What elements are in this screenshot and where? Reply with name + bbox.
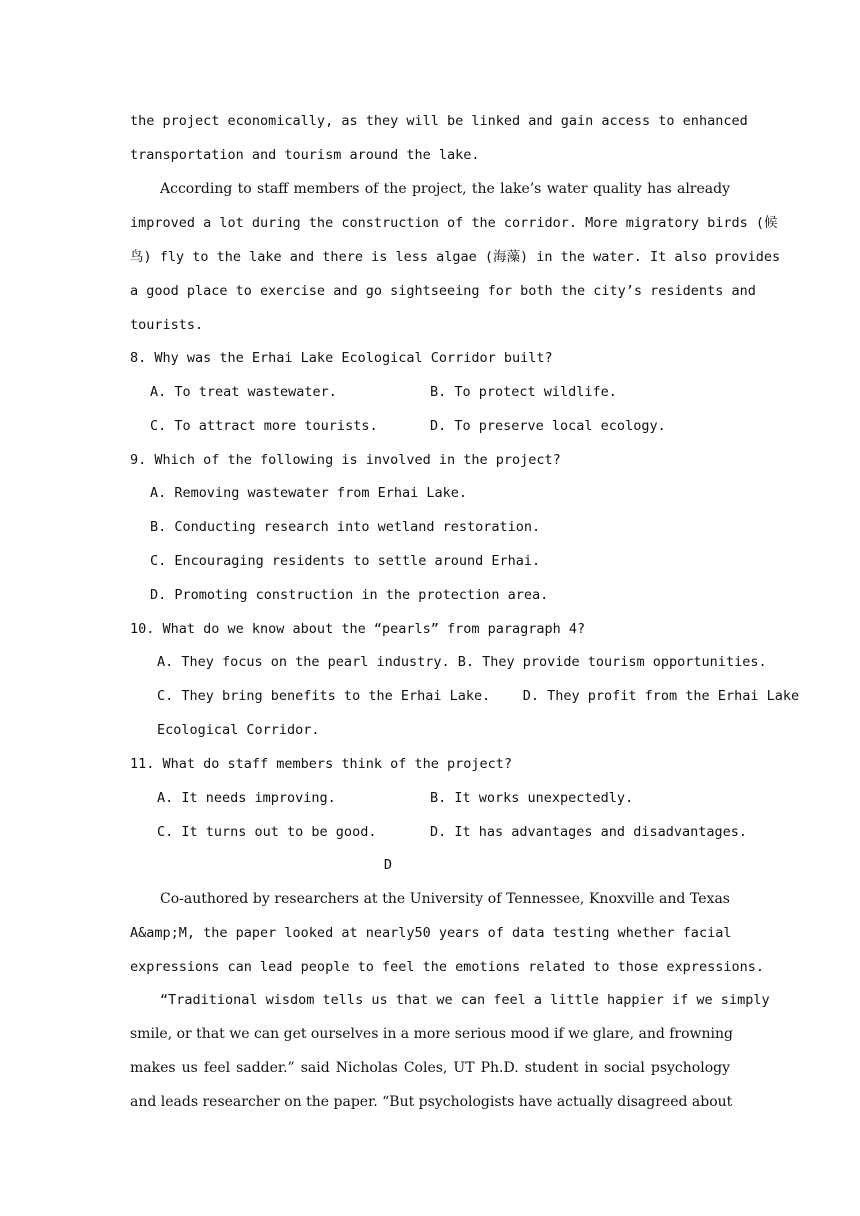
paragraph-line: transportation and tourism around the lake.	[130, 147, 480, 163]
question-9-option-a: A. Removing wastewater from Erhai Lake.	[150, 485, 467, 501]
paragraph-line: Co-authored by researchers at the University of Tennessee, Knoxville and Texas	[160, 891, 730, 907]
question-11-option-a: A. It needs improving.	[157, 790, 336, 806]
question-10-options-ab: A. They focus on the pearl industry. B. They provide tourism opportunities.	[157, 654, 767, 670]
question-9-option-d: D. Promoting construction in the protection area.	[150, 587, 549, 603]
paragraph-line: According to staff members of the project, the lake’s water quality has already	[160, 181, 730, 197]
paragraph-line: A&amp;M, the paper looked at nearly50 years of data testing whether facial	[130, 925, 732, 941]
question-9-option-c: C. Encouraging residents to settle around Erhai.	[150, 553, 541, 569]
paragraph-line: expressions can lead people to feel the emotions related to those expressions.	[130, 959, 764, 975]
paragraph-line: improved a lot during the construction of the corridor. More migratory birds (候	[130, 215, 778, 231]
question-8-option-c: C. To attract more tourists.	[150, 418, 378, 434]
question-8-option-a: A. To treat wastewater.	[150, 384, 337, 400]
question-9-stem: 9. Which of the following is involved in the project?	[130, 452, 561, 468]
question-11-option-d: D. It has advantages and disadvantages.	[430, 824, 747, 840]
paragraph-line: 鸟) fly to the lake and there is less algae (海藻) in the water. It also provides	[130, 249, 781, 265]
question-9-option-b: B. Conducting research into wetland restoration.	[150, 519, 541, 535]
question-8-option-b: B. To protect wildlife.	[430, 384, 617, 400]
question-11-option-b: B. It works unexpectedly.	[430, 790, 634, 806]
question-8-option-d: D. To preserve local ecology.	[430, 418, 666, 434]
paragraph-line: smile, or that we can get ourselves in a more serious mood if we glare, and frowning	[130, 1026, 734, 1042]
paragraph-line: makes us feel sadder.” said Nicholas Coles, UT Ph.D. student in social psychology	[130, 1060, 730, 1076]
paragraph-line: “Traditional wisdom tells us that we can feel a little happier if we simply	[160, 992, 770, 1008]
question-11-option-c: C. It turns out to be good.	[157, 824, 377, 840]
question-10-option-d-continued: Ecological Corridor.	[157, 722, 320, 738]
question-8-stem: 8. Why was the Erhai Lake Ecological Corridor built?	[130, 350, 553, 366]
paragraph-line: a good place to exercise and go sightseeing for both the city’s residents and	[130, 283, 756, 299]
question-10-options-cd: C. They bring benefits to the Erhai Lake. D. They profit from the Erhai Lake	[157, 688, 800, 704]
paragraph-line: tourists.	[130, 317, 204, 333]
section-heading-d: D	[383, 857, 393, 873]
paragraph-line: the project economically, as they will be linked and gain access to enhanced	[130, 113, 748, 129]
question-11-stem: 11. What do staff members think of the project?	[130, 756, 513, 772]
question-10-stem: 10. What do we know about the “pearls” from paragraph 4?	[130, 621, 586, 637]
paragraph-line: and leads researcher on the paper. “But psychologists have actually disagreed about	[130, 1094, 733, 1110]
